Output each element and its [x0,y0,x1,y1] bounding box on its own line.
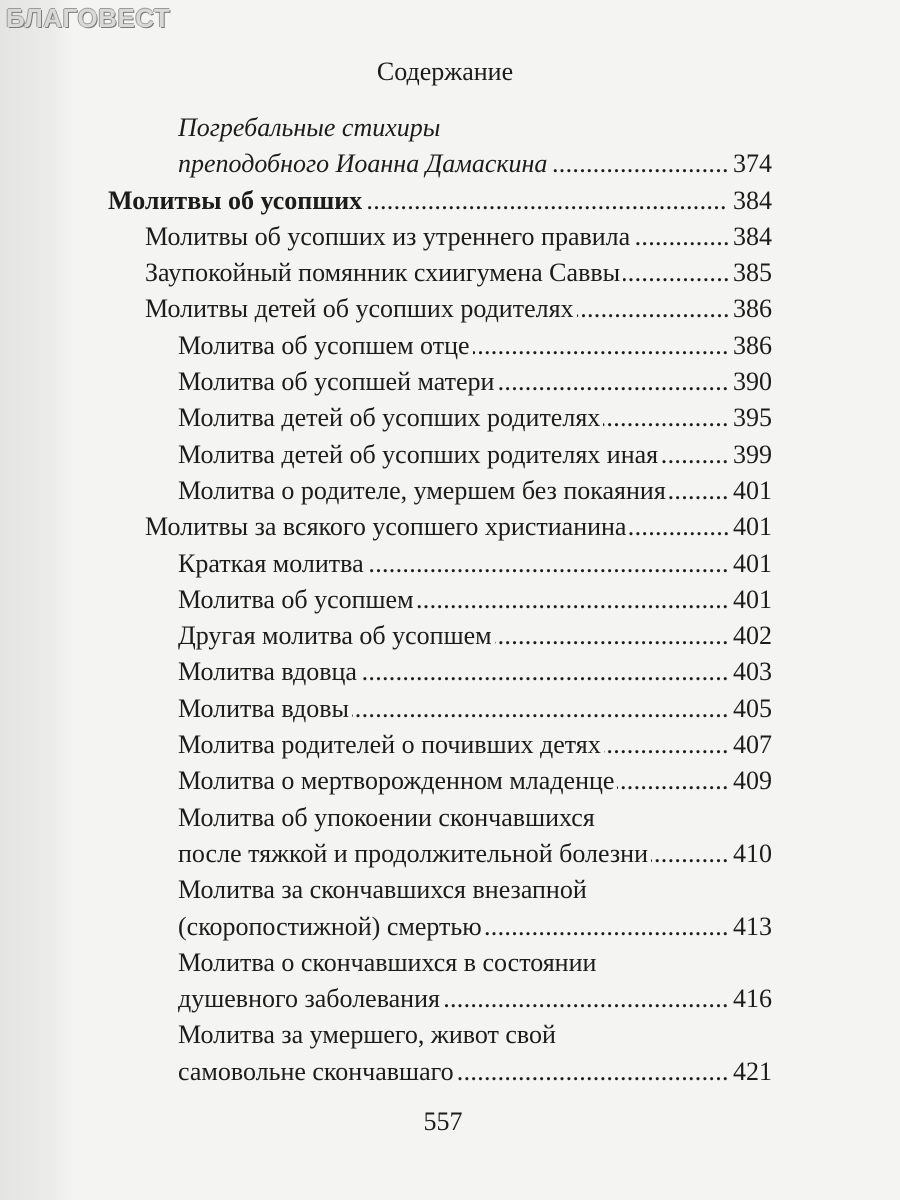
toc-entry-title: Молитвы за всякого усопшего христианина [145,512,629,541]
toc-entry-title: Молитвы об усопших [108,186,365,215]
toc-entry [178,654,772,690]
toc-entry-title: Молитва об усопшем отце [178,331,473,360]
table-of-contents [108,110,772,1090]
toc-entry [178,727,772,763]
toc-entry [178,763,772,799]
toc-entry [145,291,772,327]
toc-entry-line [145,219,772,255]
toc-entry-line [178,981,772,1017]
watermark-logo: БЛАГОВЕСТ [6,3,171,33]
toc-entry-title: (скоропостижной) смертью [178,912,485,941]
toc-page-number: 405 [728,691,772,727]
toc-entry-title: Молитва детей об усопших родителях [178,403,603,432]
toc-entry-line [178,146,772,182]
toc-entry-title: Молитва вдовы [178,694,352,723]
toc-entry [178,691,772,727]
toc-page-number: 401 [728,582,772,618]
toc-entry-title: Молитва за скончавшихся внезапной [178,875,590,904]
toc-entry-title: Молитва за умершего, живот свой [178,1020,559,1049]
toc-entry [178,400,772,436]
toc-entry-title: Молитвы детей об усопших родителях [145,294,577,323]
toc-entry-title: Молитва о скончавшихся в состоянии [178,948,599,977]
toc-entry [178,1017,772,1090]
toc-entry-line [178,400,772,436]
toc-entry [145,255,772,291]
toc-entry-line [178,618,772,654]
toc-entry [178,800,772,873]
toc-page-number: 374 [728,146,772,182]
toc-entry-line [178,110,772,146]
toc-entry [178,364,772,400]
toc-entry-title: Молитва детей об усопших родителях иная [178,440,661,469]
toc-entry-line [178,473,772,509]
toc-page-number: 385 [728,255,772,291]
toc-entry-line [145,509,772,545]
toc-entry-line [178,654,772,690]
toc-page-number: 399 [728,437,772,473]
toc-entry-line [178,727,772,763]
toc-entry-title: Молитва о мертворожденном младенце [178,766,617,795]
toc-entry-title: Молитва о родителе, умершем без покаяния [178,476,669,505]
toc-entry-line [178,437,772,473]
toc-entry [178,473,772,509]
toc-entry-line [178,546,772,582]
toc-entry-title: Молитва об усопшем [178,585,417,614]
page-number: 557 [423,1107,463,1136]
toc-entry [178,437,772,473]
toc-page-number: 413 [728,909,772,945]
toc-entry [178,546,772,582]
toc-page-number: 384 [728,219,772,255]
toc-entry [178,872,772,945]
toc-entry-line [178,582,772,618]
toc-page-number: 416 [728,981,772,1017]
toc-entry-line [178,945,772,981]
toc-entry-line [178,872,772,908]
toc-page-number: 395 [728,400,772,436]
toc-entry-line [178,1017,772,1053]
toc-entry-title: самовольне скончавшаго [178,1057,457,1086]
toc-entry-line [178,836,772,872]
toc-page-number: 402 [728,618,772,654]
toc-entry-title: Молитва родителей о почивших детях [178,730,604,759]
toc-entry-title: душевного заболевания [178,984,443,1013]
toc-entry-title: Краткая молитва [178,549,367,578]
toc-entry-title: после тяжкой и продолжительной болезни [178,839,651,868]
toc-entry-line [178,691,772,727]
toc-entry-line [108,183,772,219]
toc-entry-title: Молитва об упокоении скончавшихся [178,803,598,832]
toc-page-number: 410 [728,836,772,872]
page-title: Содержание [376,57,514,86]
toc-page-number: 384 [728,183,772,219]
toc-page-number: 401 [728,546,772,582]
toc-entry [145,509,772,545]
toc-entry-line [178,328,772,364]
toc-entry-line [178,800,772,836]
toc-page-number: 401 [728,509,772,545]
toc-page-number: 403 [728,654,772,690]
book-gutter-shadow [0,0,72,1200]
toc-entry-title: Молитва об усопшей матери [178,367,497,396]
toc-entry [178,945,772,1018]
toc-section-heading [108,183,772,219]
toc-page-number: 390 [728,364,772,400]
toc-page-number: 386 [728,291,772,327]
toc-entry-title: преподобного Иоанна Дамаскина [178,149,550,178]
toc-page-number: 401 [728,473,772,509]
toc-entry [178,618,772,654]
toc-entry-title: Другая молитва об усопшем [178,621,495,650]
toc-entry-line [178,1054,772,1090]
toc-entry-line [178,909,772,945]
toc-entry [178,110,772,183]
toc-entry [178,328,772,364]
toc-entry-title: Заупокойный помянник схиигумена Саввы [145,258,623,287]
toc-entry [178,582,772,618]
toc-page-number: 421 [728,1054,772,1090]
toc-page-number: 386 [728,328,772,364]
toc-entry-line [145,255,772,291]
toc-entry-title: Молитвы об усопших из утреннего правила [145,222,633,251]
toc-entry-line [178,364,772,400]
toc-entry-line [178,763,772,799]
toc-entry [145,219,772,255]
toc-page-number: 407 [728,727,772,763]
toc-entry-line [145,291,772,327]
toc-entry-title: Погребальные стихиры [178,113,443,142]
toc-entry-title: Молитва вдовца [178,657,360,686]
toc-page-number: 409 [728,763,772,799]
